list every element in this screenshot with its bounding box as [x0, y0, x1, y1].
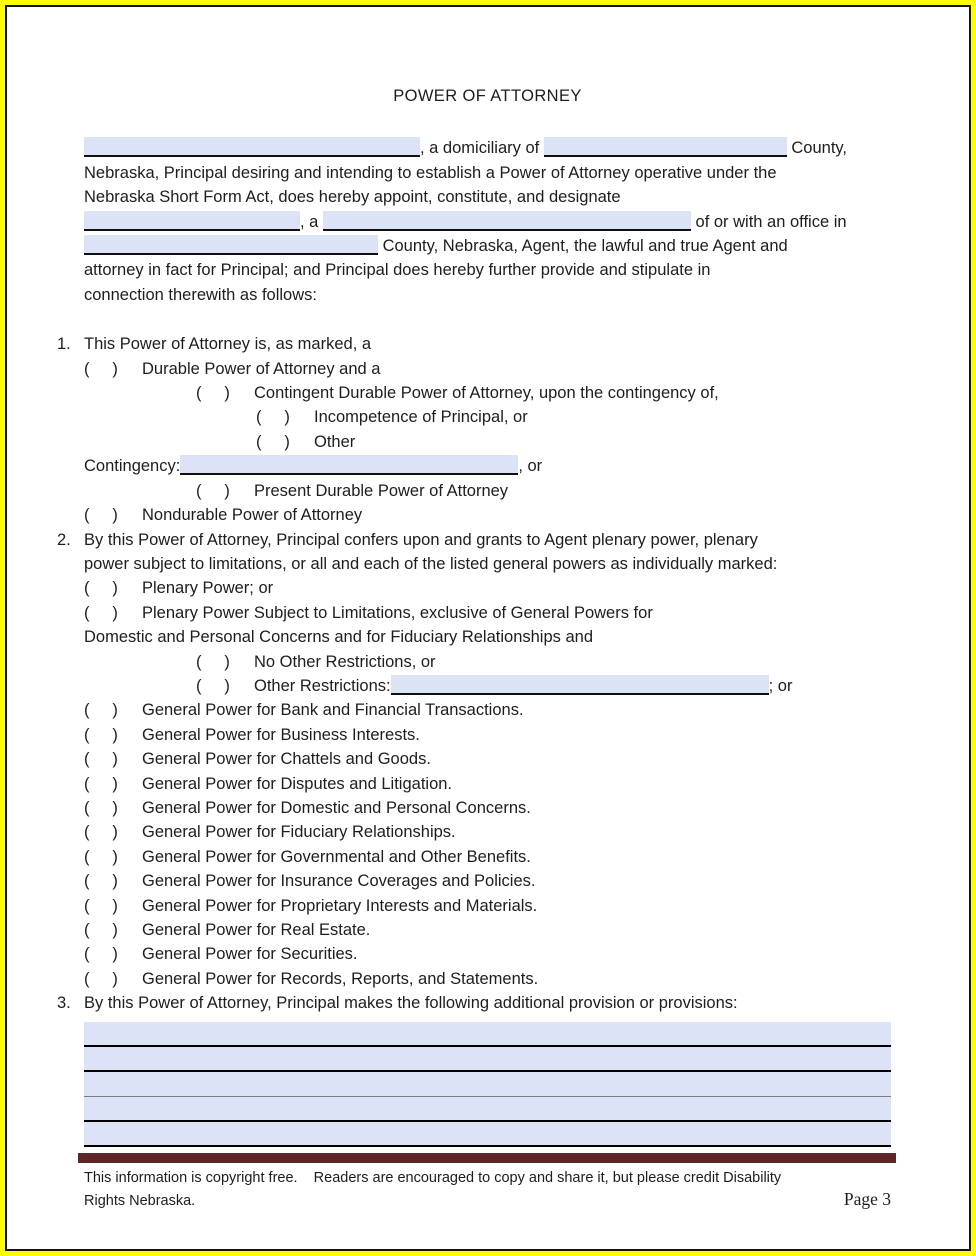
provisions-line[interactable]	[84, 1122, 891, 1147]
option-label: No Other Restrictions, or	[254, 652, 436, 671]
agent-county-field[interactable]	[84, 235, 378, 255]
page-title: POWER OF ATTORNEY	[393, 87, 582, 105]
checkbox-glyph: ( )	[84, 701, 118, 720]
option-label: Incompetence of Principal, or	[314, 408, 528, 427]
power-checkbox[interactable]	[84, 796, 142, 820]
provisions-line[interactable]	[84, 1097, 891, 1122]
power-checkbox[interactable]	[84, 918, 142, 942]
power-label: General Power for Disputes and Litigation.	[142, 774, 453, 793]
intro-text: County, Nebraska, Agent, the lawful and true Agent and	[378, 237, 788, 256]
other-contingency-checkbox[interactable]	[256, 430, 314, 454]
provisions-line[interactable]	[84, 1047, 891, 1072]
section-1-heading	[57, 332, 891, 356]
power-checkbox[interactable]	[84, 942, 142, 966]
checkbox-glyph: ( )	[84, 774, 118, 793]
plenary-limited-checkbox[interactable]	[84, 601, 142, 625]
checkbox-glyph: ( )	[84, 872, 118, 891]
power-checkbox[interactable]	[84, 772, 142, 796]
option-label: Other	[314, 432, 356, 451]
power-row	[84, 723, 891, 747]
section-3-heading	[57, 991, 891, 1015]
agent-description-field[interactable]	[323, 211, 691, 231]
option-label: Durable Power of Attorney and a	[142, 359, 381, 378]
power-row	[84, 845, 891, 869]
checkbox-glyph: ( )	[84, 750, 118, 769]
power-label: General Power for Fiduciary Relationships.	[142, 823, 456, 842]
option-suffix: ; or	[768, 676, 793, 695]
contingency-label: Contingency:	[84, 457, 181, 476]
intro-line-2: Nebraska, Principal desiring and intending to establish a Power of Attorney operative under the	[84, 163, 777, 182]
power-label: General Power for Business Interests.	[142, 725, 420, 744]
checkbox-glyph: ( )	[196, 481, 230, 500]
checkbox-glyph: ( )	[84, 945, 118, 964]
checkbox-glyph: ( )	[196, 384, 230, 403]
present-durable-checkbox[interactable]	[196, 479, 254, 503]
footer-divider-bar	[78, 1153, 896, 1163]
checkbox-glyph: ( )	[84, 823, 118, 842]
power-checkbox[interactable]	[84, 747, 142, 771]
checkbox-glyph: ( )	[84, 921, 118, 939]
checkbox-glyph: ( )	[256, 408, 290, 427]
plenary-power-checkbox[interactable]	[84, 576, 142, 600]
option-row	[84, 601, 891, 625]
power-checkbox[interactable]	[84, 845, 142, 869]
provisions-line[interactable]	[84, 1072, 891, 1097]
other-restrictions-field[interactable]	[391, 675, 769, 695]
provisions-area	[84, 1022, 891, 1147]
page-number: Page 3	[843, 1188, 891, 1209]
section-1-heading-text: This Power of Attorney is, as marked, a	[84, 335, 372, 354]
power-row	[84, 967, 891, 991]
power-checkbox[interactable]	[84, 967, 142, 991]
incompetence-checkbox[interactable]	[256, 405, 314, 429]
option-row	[196, 381, 891, 405]
power-checkbox[interactable]	[84, 698, 142, 722]
section-3-heading-text: By this Power of Attorney, Principal makes the following additional provision or provisions:	[84, 994, 738, 1013]
intro-line-4	[84, 210, 891, 234]
power-label: General Power for Domestic and Personal Concerns.	[142, 798, 531, 817]
checkbox-glyph: ( )	[84, 579, 118, 598]
option-row	[196, 650, 891, 674]
power-label: General Power for Insurance Coverages and Policies.	[142, 872, 536, 891]
intro-line-6: attorney in fact for Principal; and Principal does hereby further provide and stipulate in	[84, 261, 711, 280]
power-checkbox[interactable]	[84, 869, 142, 893]
intro-line-3: Nebraska Short Form Act, does hereby appoint, constitute, and designate	[84, 188, 621, 207]
checkbox-glyph: ( )	[84, 798, 118, 817]
power-label: General Power for Securities.	[142, 945, 358, 964]
power-row	[84, 894, 891, 918]
contingency-field[interactable]	[180, 455, 518, 475]
option-row	[196, 674, 891, 698]
power-row	[84, 796, 891, 820]
section-2	[57, 528, 891, 992]
contingent-durable-checkbox[interactable]	[196, 381, 254, 405]
power-checkbox[interactable]	[84, 820, 142, 844]
option-label: Other Restrictions:	[254, 676, 391, 695]
section-3-number: 3.	[57, 994, 71, 1013]
power-label: General Power for Governmental and Other Benefits.	[142, 847, 531, 866]
section-1	[57, 332, 891, 527]
power-checkbox[interactable]	[84, 723, 142, 747]
section-2-heading-cont: power subject to limitations, or all and each of the listed general powers as individually marked:	[84, 554, 778, 573]
option-row	[84, 576, 891, 600]
checkbox-glyph: ( )	[84, 847, 118, 866]
option-row	[84, 357, 891, 381]
intro-text: , a	[300, 212, 323, 231]
principal-name-field[interactable]	[84, 137, 420, 157]
power-label: General Power for Records, Reports, and Statements.	[142, 969, 539, 988]
power-row	[84, 918, 891, 942]
option-label: Contingent Durable Power of Attorney, upon the contingency of,	[254, 384, 719, 403]
power-row	[84, 698, 891, 722]
power-label: General Power for Real Estate.	[142, 921, 371, 939]
footer	[84, 1168, 891, 1212]
intro-text: County,	[786, 139, 848, 158]
intro-text: , a domiciliary of	[420, 139, 544, 158]
option-row	[84, 503, 891, 527]
power-row	[84, 772, 891, 796]
checkbox-glyph: ( )	[84, 359, 118, 378]
document-page	[5, 5, 971, 1251]
checkbox-glyph: ( )	[256, 432, 290, 451]
power-row	[84, 942, 891, 966]
power-checkbox[interactable]	[84, 894, 142, 918]
contingency-row	[84, 454, 891, 478]
intro-paragraph	[84, 136, 891, 307]
nondurable-checkbox[interactable]	[84, 503, 142, 527]
checkbox-glyph: ( )	[196, 652, 230, 671]
option-row	[256, 405, 891, 429]
option-label: Plenary Power; or	[142, 579, 274, 598]
section-3	[57, 991, 891, 1146]
section-2-heading	[57, 528, 891, 552]
option-label-cont: Domestic and Personal Concerns and for Fiduciary Relationships and	[84, 628, 594, 647]
footer-note-line-2	[84, 1189, 891, 1212]
principal-county-field[interactable]	[544, 137, 787, 157]
checkbox-glyph: ( )	[84, 725, 118, 744]
intro-line-7: connection therewith as follows:	[84, 285, 317, 304]
intro-line-1	[84, 136, 891, 160]
option-row	[196, 479, 891, 503]
checkbox-glyph: ( )	[84, 506, 118, 525]
provisions-line[interactable]	[84, 1022, 891, 1047]
agent-name-field[interactable]	[84, 211, 300, 231]
power-label: General Power for Chattels and Goods.	[142, 750, 431, 769]
no-other-restrictions-checkbox[interactable]	[196, 650, 254, 674]
checkbox-glyph: ( )	[84, 603, 118, 622]
footer-note-text: Rights Nebraska.	[84, 1192, 196, 1209]
other-restrictions-checkbox[interactable]	[196, 674, 254, 698]
option-label: Present Durable Power of Attorney	[254, 481, 509, 500]
option-label: Nondurable Power of Attorney	[142, 506, 363, 525]
power-label: General Power for Bank and Financial Transactions.	[142, 701, 524, 720]
footer-note-line-1: This information is copyright free. Readers are encouraged to copy and share it, but please credit Disability	[84, 1169, 782, 1186]
checkbox-glyph: ( )	[196, 676, 230, 695]
checkbox-glyph: ( )	[84, 969, 118, 988]
section-1-number: 1.	[57, 335, 71, 354]
power-label: General Power for Proprietary Interests and Materials.	[142, 896, 538, 915]
power-row	[84, 820, 891, 844]
section-2-heading-text: By this Power of Attorney, Principal confers upon and grants to Agent plenary power, plenary	[84, 530, 758, 549]
section-2-number: 2.	[57, 530, 71, 549]
intro-text: of or with an office in	[690, 212, 847, 231]
option-label: Plenary Power Subject to Limitations, exclusive of General Powers for	[142, 603, 653, 622]
power-row	[84, 869, 891, 893]
power-row	[84, 747, 891, 771]
checkbox-glyph: ( )	[84, 896, 118, 915]
contingency-suffix: , or	[518, 457, 543, 476]
durable-checkbox[interactable]	[84, 357, 142, 381]
intro-line-5	[84, 234, 891, 258]
option-row	[256, 430, 891, 454]
